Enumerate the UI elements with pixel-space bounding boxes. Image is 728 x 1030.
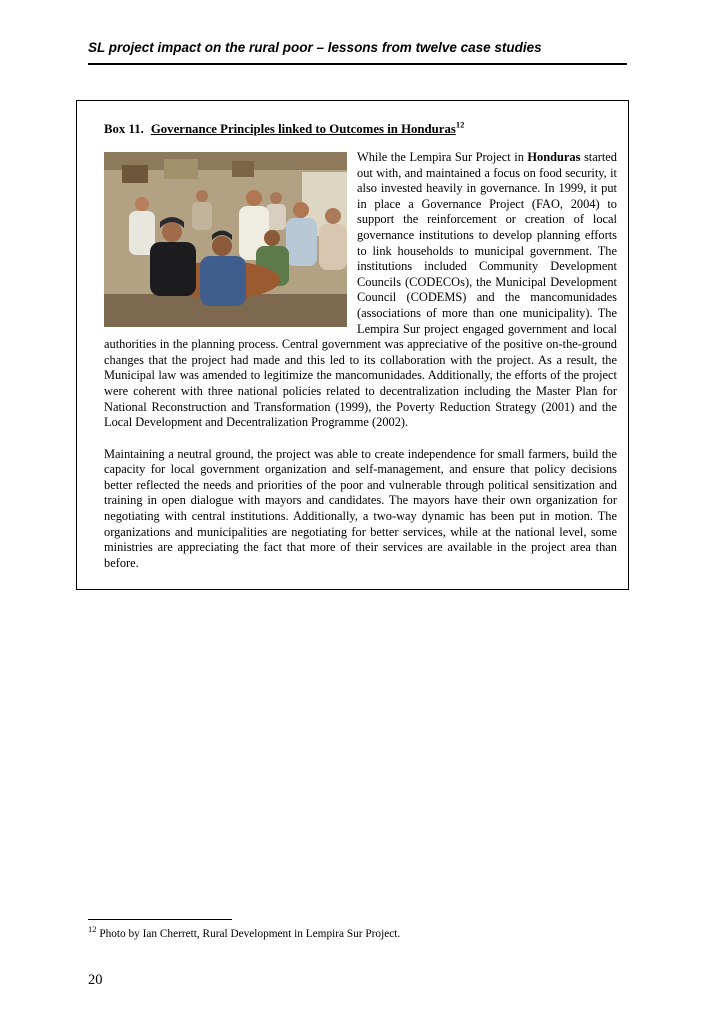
box-title — [104, 119, 617, 137]
box-footnote-ref: 12 — [455, 119, 465, 130]
box-label: Box 11. — [104, 122, 144, 136]
running-header — [88, 40, 627, 65]
page-number: 20 — [88, 972, 103, 988]
footnote — [88, 924, 538, 942]
footnote-number: 12 — [88, 924, 97, 935]
paragraph-2: Maintaining a neutral ground, the project was able to create independence for small farmers, build the capacity for local government organization and self-management, and ensure that policy decisions better reflected the needs and priorities of the poor and vulnerable through political sensitization and training in open dialogue with mayors and candidates. The mayors have their own organization for negotiating with central institutions. Additionally, a two-way dynamic has been put in motion. The organizations and municipalities are negotiating for better services, while at the national level, some ministries are appreciating the fact that more of their services are available in the project area than before. — [104, 446, 617, 570]
meeting-photo — [104, 152, 347, 327]
para1-text-start: While the Lempira Sur Project in — [357, 150, 528, 164]
box-body — [104, 150, 617, 571]
footnote-divider — [88, 919, 232, 920]
box-11-governance — [76, 100, 629, 590]
box-title-text: Governance Principles linked to Outcomes in Honduras — [150, 122, 456, 136]
para1-text-rest: started out with, and maintained a focus on food security, it also invested heavily in governance. In 1999, it put in place a Governance Project (FAO, 2004) to support the reinforcement or creation of local governance institutions to develop planning efforts to link households to municipal government. The institutions included Community Development Councils (CODECOs), the Municipal Development Council (CODEMS) and the mancomunidades (associations of more than one municipality). The Lempira Sur project engaged government and local authorities in the planning process. Central government was appreciative of the positive on-the-ground changes that the project had made and this led to its collaboration with the project. As a result, the Municipal law was amended to legitimize the mancomunidades. Additionally, the efforts of the project were coherent with three national policies related to decentralization including the Master Plan for National Reconstruction and Transformation (1999), the Poverty Reduction Strategy (2001) and the Local Development and Decentralization Programme (2002). — [104, 150, 617, 430]
running-header-text: SL project impact on the rural poor – lessons from twelve case studies — [88, 40, 542, 55]
footnote-text: Photo by Ian Cherrett, Rural Development in Lempira Sur Project. — [99, 928, 401, 940]
para1-bold-honduras: Honduras — [527, 150, 581, 164]
